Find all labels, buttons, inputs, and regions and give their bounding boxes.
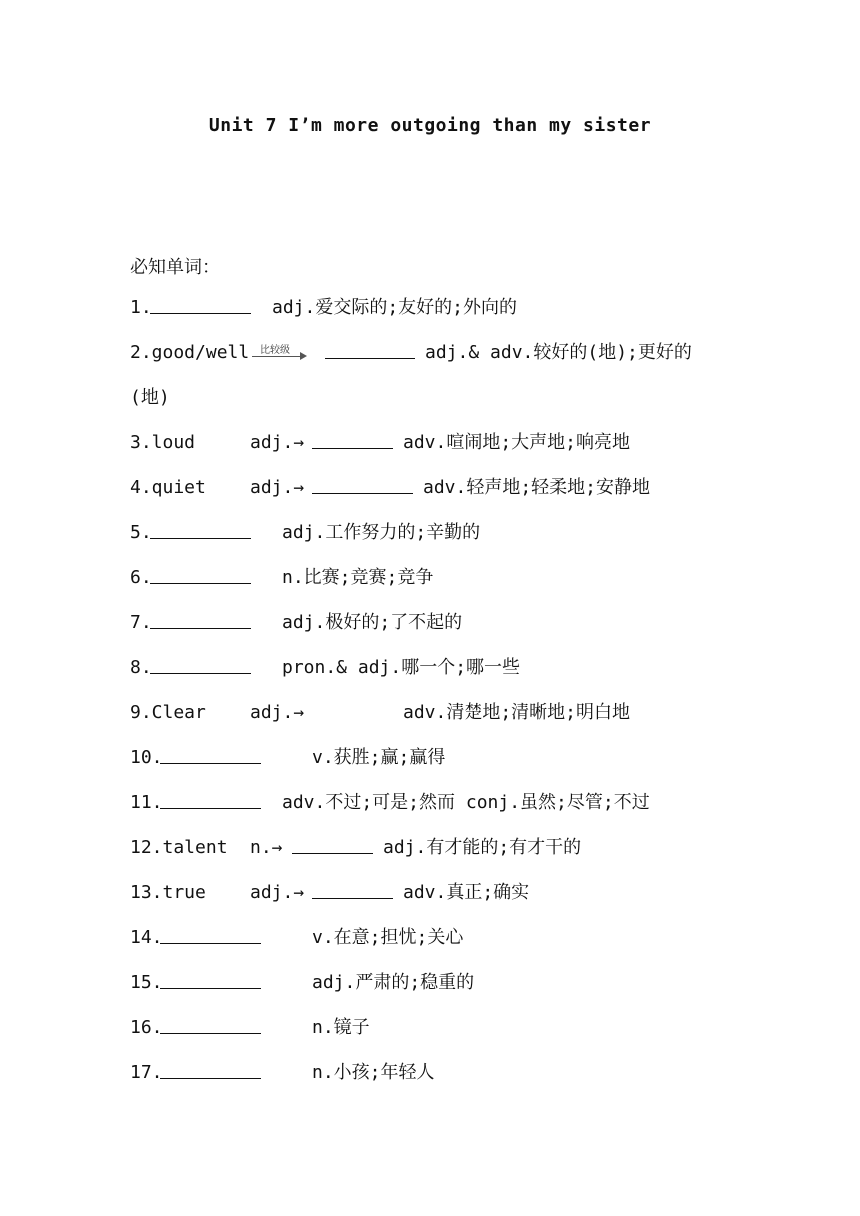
answer-blank[interactable] [160, 1015, 261, 1034]
item-number: 4.quiet [130, 477, 206, 498]
item-number: 7. [130, 612, 152, 633]
item-number: 16. [130, 1017, 163, 1038]
item-definition: adv.清楚地;清晰地;明白地 [403, 702, 631, 723]
comparative-label: 比较级 [260, 345, 290, 356]
item-definition: adj.工作努力的;辛勤的 [282, 522, 481, 543]
item-number: 5. [130, 522, 152, 543]
base-pos: n.→ [250, 837, 283, 858]
item-number: 3.loud [130, 432, 196, 453]
answer-blank[interactable] [160, 1060, 261, 1079]
item-number: 15. [130, 972, 163, 993]
answer-blank[interactable] [150, 610, 251, 629]
base-pos: adj.→ [250, 432, 305, 453]
answer-blank[interactable] [160, 790, 261, 809]
item-definition: adv.不过;可是;然而 conj.虽然;尽管;不过 [282, 792, 650, 813]
item-definition: adj.& adv.较好的(地);更好的 [425, 342, 692, 363]
answer-blank[interactable] [150, 520, 251, 539]
base-pos: adj.→ [250, 882, 305, 903]
answer-blank[interactable] [150, 655, 251, 674]
item-number: 9.Clear [130, 702, 206, 723]
answer-blank[interactable] [325, 340, 415, 359]
answer-blank[interactable] [160, 970, 261, 989]
item-definition: n.镜子 [312, 1017, 370, 1038]
answer-blank[interactable] [292, 835, 373, 854]
item-definition: v.获胜;赢;赢得 [312, 747, 446, 768]
item-definition: adv.喧闹地;大声地;响亮地 [403, 432, 631, 453]
answer-blank[interactable] [150, 565, 251, 584]
item-definition: adj.严肃的;稳重的 [312, 972, 475, 993]
item-number: 1. [130, 297, 152, 318]
item-definition: adj.极好的;了不起的 [282, 612, 463, 633]
answer-blank[interactable] [160, 745, 261, 764]
answer-blank[interactable] [160, 925, 261, 944]
item-definition: adj.爱交际的;友好的;外向的 [272, 297, 518, 318]
item-number: 14. [130, 927, 163, 948]
answer-blank[interactable] [312, 430, 393, 449]
item-definition: n.比赛;竞赛;竞争 [282, 567, 434, 588]
item-definition: adj.有才能的;有才干的 [383, 837, 582, 858]
base-pos: adj.→ [250, 477, 305, 498]
page-title: Unit 7 I’m more outgoing than my sister [208, 115, 652, 136]
item-definition: v.在意;担忧;关心 [312, 927, 464, 948]
item-number: 12.talent [130, 837, 228, 858]
item-definition: pron.& adj.哪一个;哪一些 [282, 657, 521, 678]
item-number: 2.good/well [130, 342, 250, 363]
item-number: 17. [130, 1062, 163, 1083]
item-number: 6. [130, 567, 152, 588]
answer-blank[interactable] [312, 475, 413, 494]
item-definition: n.小孩;年轻人 [312, 1062, 435, 1083]
item-definition: adv.轻声地;轻柔地;安静地 [423, 477, 651, 498]
item-definition-continued: (地) [130, 387, 170, 408]
comparative-arrow-icon [252, 340, 308, 364]
item-number: 13.true [130, 882, 206, 903]
section-heading: 必知单词： [130, 257, 220, 278]
answer-blank[interactable] [312, 880, 393, 899]
item-number: 8. [130, 657, 152, 678]
base-pos: adj.→ [250, 702, 305, 723]
item-definition: adv.真正;确实 [403, 882, 530, 903]
item-number: 10. [130, 747, 163, 768]
answer-blank[interactable] [150, 295, 251, 314]
item-number: 11. [130, 792, 163, 813]
